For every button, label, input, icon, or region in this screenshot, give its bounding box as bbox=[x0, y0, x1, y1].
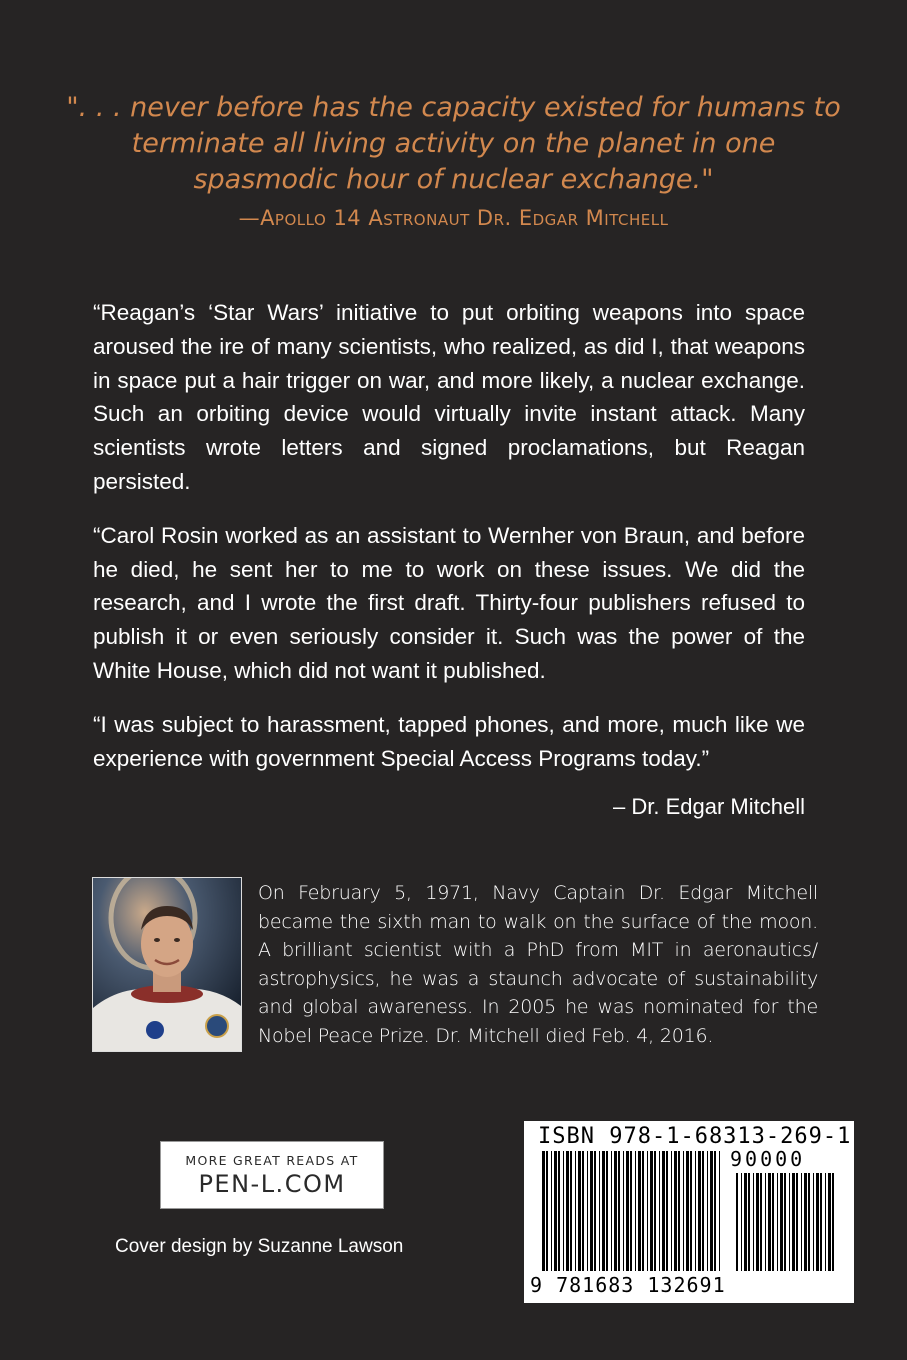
isbn-barcode bbox=[524, 1121, 854, 1303]
signature: – Dr. Edgar Mitchell bbox=[613, 794, 805, 819]
barcode-digits: 9 781683 132691 bbox=[530, 1273, 726, 1297]
paragraph-1: “Reagan’s ‘Star Wars’ initiative to put orbiting weapons into space aroused the ire of many scientists, who realized, as did I, that weapons in space put a hair trigger on war, and more likely, a nuclear exchange. Such an orbiting device would virtually invite instant attack. Many scientists wrote letters and signed proclamations, but Reagan persisted. bbox=[93, 300, 805, 494]
epigraph-attribution: —Apollo 14 Astronaut Dr. Edgar Mitchell bbox=[238, 206, 669, 230]
promo-tagline: MORE GREAT READS AT bbox=[185, 1153, 359, 1168]
publisher-promo[interactable] bbox=[160, 1141, 384, 1209]
author-bio: On February 5, 1971, Navy Captain Dr. Edgar Mitchell became the sixth man to walk on the surface of the moon. A brilliant scientist with a PhD from MIT in aeronautics/ astrophysics, he was a staunch advocate of sustainability and global awareness. In 2005 he was nominated for the Nobel Peace Prize. Dr. Mitchell died Feb. 4, 2016. bbox=[258, 882, 818, 1047]
epigraph bbox=[60, 90, 847, 230]
cover-credit: Cover design by Suzanne Lawson bbox=[115, 1236, 404, 1257]
price-code: 90000 bbox=[730, 1147, 806, 1171]
promo-url[interactable]: PEN-L.COM bbox=[198, 1170, 346, 1198]
isbn-number: ISBN 978-1-68313-269-1 bbox=[538, 1124, 852, 1149]
paragraph-2: “Carol Rosin worked as an assistant to Wernher von Braun, and before he died, he sent her to me to work on these issues. We did the research, and I wrote the first draft. Thirty-four publishers refused to publish it or even seriously consider it. Such was the power of the White House, which did not want it published. bbox=[93, 522, 805, 683]
paragraph-3: “I was subject to harassment, tapped phones, and more, much like we experience with government Special Access Programs today.” bbox=[93, 711, 805, 771]
back-cover-text bbox=[93, 296, 805, 795]
author-photo bbox=[92, 877, 242, 1052]
epigraph-quote: ". . . never before has the capacity existed for humans to terminate all living activity on the planet in one spasmodic hour of nuclear exchange." bbox=[66, 92, 841, 195]
